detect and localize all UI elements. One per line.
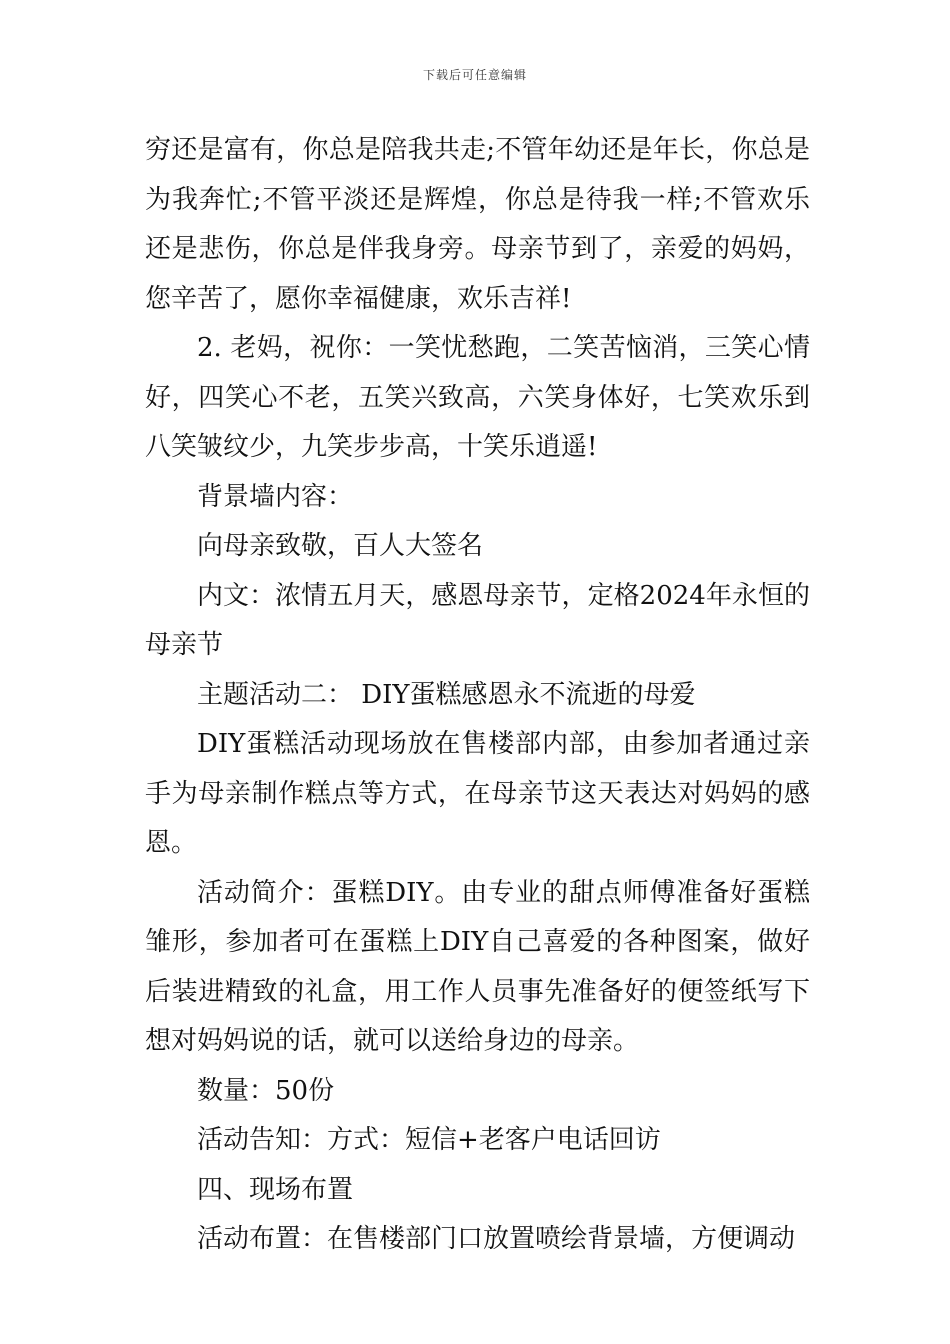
paragraph-diy-location: DIY蛋糕活动现场放在售楼部内部，由参加者通过亲手为母亲制作糕点等方式，在母亲节这天表达对妈妈的感恩。 <box>145 729 810 858</box>
page-header: 下载后可任意编辑 <box>422 68 527 82</box>
paragraph-quantity: 数量：50份 <box>197 1075 335 1106</box>
paragraph-wishes: 2. 老妈，祝你：一笑忧愁跑，二笑苦恼消，三笑心情好，四笑心不老，五笑兴致高，六笑身体好，七笑欢乐到八笑皱纹少，九笑步步高，十笑乐逍遥! <box>145 333 810 462</box>
paragraph-activity-notice: 活动告知：方式：短信+老客户电话回访 <box>197 1125 661 1155</box>
paragraph-theme-activity-two: 主题活动二： DIY蛋糕感恩永不流逝的母爱 <box>197 679 696 710</box>
paragraph-activity-layout: 活动布置：在售楼部门口放置喷绘背景墙，方便调动 <box>197 1224 796 1254</box>
paragraph-background-wall-heading: 背景墙内容： <box>197 481 354 512</box>
paragraph-continued: 穷还是富有，你总是陪我共走;不管年幼还是年长，你总是为我奔忙;不管平淡还是辉煌，你总是待我一样;不管欢乐还是悲伤，你总是伴我身旁。母亲节到了，亲爱的妈妈，您辛苦了，愿你幸福健康，欢乐吉祥! <box>145 135 810 314</box>
paragraph-background-wall-text: 内文：浓情五月天，感恩母亲节，定格2024年永恒的母亲节 <box>145 580 810 660</box>
paragraph-background-wall-title: 向母亲致敬，百人大签名 <box>197 531 484 561</box>
paragraph-activity-intro: 活动简介：蛋糕DIY。由专业的甜点师傅准备好蛋糕雏形，参加者可在蛋糕上DIY自己喜爱的各种图案，做好后装进精致的礼盒，用工作人员事先准备好的便签纸写下想对妈妈说的话，就可以送给身边的母亲。 <box>145 877 810 1056</box>
document-body <box>145 126 810 1265</box>
paragraph-section-heading: 四、现场布置 <box>197 1174 354 1205</box>
